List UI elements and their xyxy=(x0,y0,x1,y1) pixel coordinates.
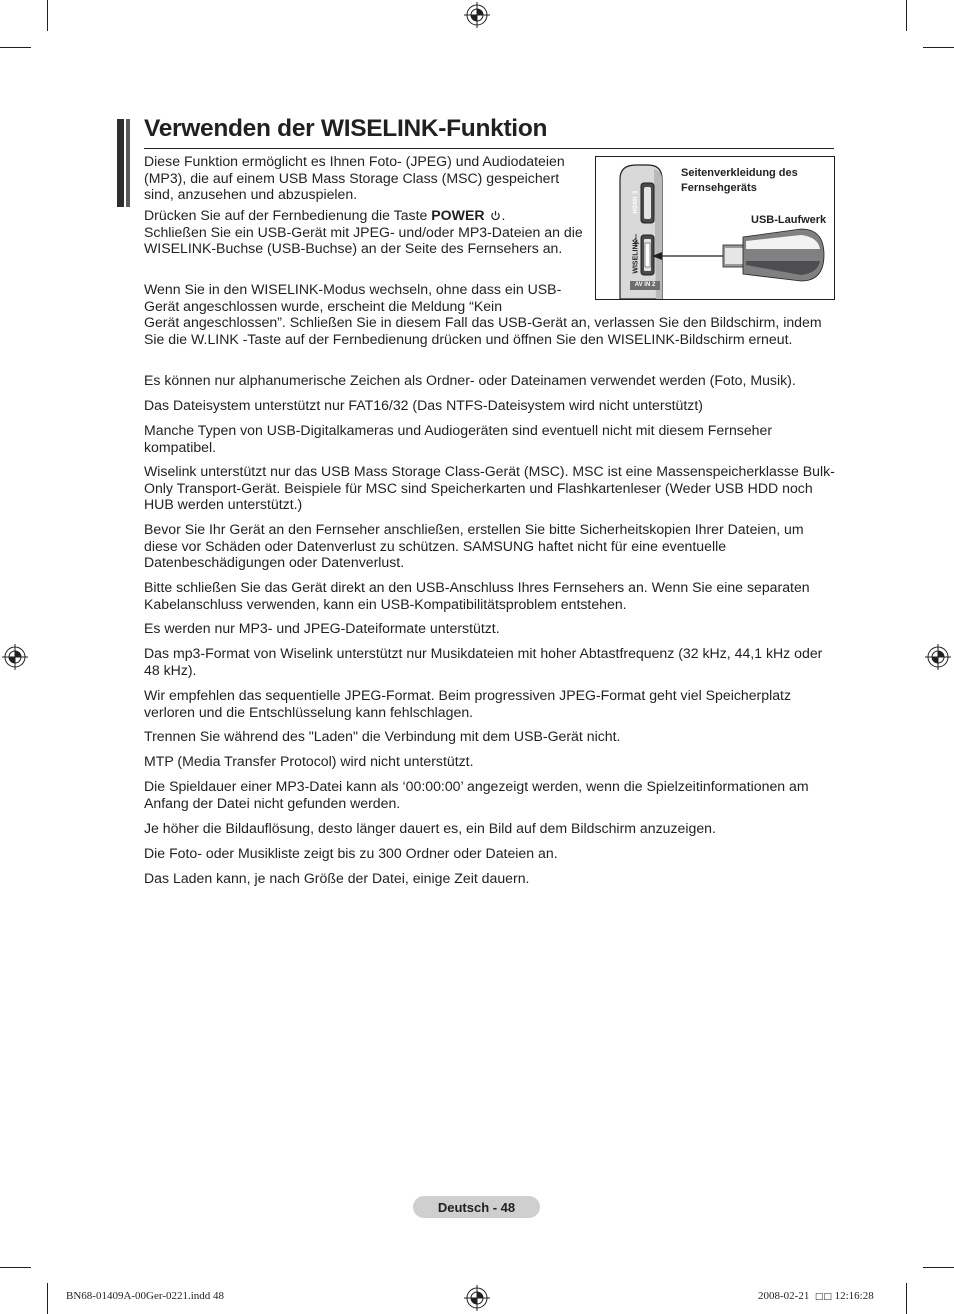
crop-mark xyxy=(923,1267,954,1268)
page-title: Verwenden der WISELINK-Funktion xyxy=(144,115,548,142)
crop-mark xyxy=(0,1267,31,1268)
registration-mark-icon xyxy=(925,644,951,670)
paragraph: Es werden nur MP3- und JPEG-Dateiformate unterstützt. xyxy=(144,620,500,636)
paragraph: Gerät angeschlossen”. Schließen Sie in diesem Fall das USB-Gerät an, verlassen Sie den Bildschirm, indem Sie die W.LINK -Taste auf der Fernbedienung drücken und öffnen Sie den WISELINK-Bildschirm erneut. xyxy=(144,314,822,347)
paragraph: Das Laden kann, je nach Größe der Datei, einige Zeit dauern. xyxy=(144,870,530,886)
footer-filename: BN68-01409A-00Ger-0221.indd 48 xyxy=(66,1290,225,1302)
paragraph: Manche Typen von USB-Digitalkameras und Audiogeräten sind eventuell nicht mit diesem Fernseher kompatibel. xyxy=(144,422,773,455)
paragraph: Es können nur alphanumerische Zeichen als Ordner- oder Dateinamen verwendet werden (Foto, Musik). xyxy=(144,372,796,388)
paragraph: Bevor Sie Ihr Gerät an den Fernseher anschließen, erstellen Sie bitte Sicherheitskopien Ihrer Dateien, um diese vor Schäden oder Datenverlust zu schützen. SAMSUNG haftet nicht für eine eventuelle Datenbeschädigungen oder Datenverlust. xyxy=(144,521,804,571)
paragraph: Das Dateisystem unterstützt nur FAT16/32 (Das NTFS-Dateisystem wird nicht unterstützt) xyxy=(144,397,703,413)
paragraph: Je höher die Bildauflösung, desto länger dauert es, ein Bild auf dem Bildschirm anzuzeigen. xyxy=(144,820,716,836)
paragraph: Diese Funktion ermöglicht es Ihnen Foto- (JPEG) und Audiodateien (MP3), die auf einem USB Mass Storage Class (MSC) gespeichert sind, anzusehen und abzuspielen. xyxy=(144,153,565,203)
crop-mark xyxy=(0,47,31,48)
paragraph: MTP (Media Transfer Protocol) wird nicht unterstützt. xyxy=(144,753,474,769)
usb-connection-figure xyxy=(595,156,835,300)
crop-mark xyxy=(47,1283,48,1314)
paragraph: Die Foto- oder Musikliste zeigt bis zu 300 Ordner oder Dateien an. xyxy=(144,845,558,861)
port-label-av-in-2: AV IN 2 xyxy=(634,282,656,288)
power-icon xyxy=(490,210,501,221)
paragraph: Das mp3-Format von Wiselink unterstützt nur Musikdateien mit hoher Abtastfrequenz (32 kHz, 44,1 kHz oder 48 kHz). xyxy=(144,645,823,678)
port-label-wiselink: WISELINK xyxy=(632,239,640,274)
title-rule xyxy=(144,148,834,149)
registration-mark-icon xyxy=(464,1285,490,1311)
paragraph: Wenn Sie in den WISELINK-Modus wechseln, ohne dass ein USB-Gerät angeschlossen wurde, erscheint die Meldung “Kein xyxy=(144,281,562,314)
paragraph: Trennen Sie während des "Laden" die Verbindung mit dem USB-Gerät nicht. xyxy=(144,728,621,744)
paragraph: Wiselink unterstützt nur das USB Mass Storage Class-Gerät (MSC). MSC ist eine Massenspeicherklasse Bulk-Only Transport-Gerät. Beispiele für MSC sind Speicherkarten und Flashkartenleser (Weder USB HDD noch HUB werden unterstützt.) xyxy=(144,463,835,513)
crop-mark xyxy=(47,0,48,31)
crop-mark xyxy=(923,47,954,48)
paragraph: Drücken Sie auf der Fernbedienung die Taste POWER . Schließen Sie ein USB-Gerät mit JPEG- und/oder MP3-Dateien an die WISELINK-Buchse (USB-Buchse) an der Seite des Fernsehers an. xyxy=(144,207,583,257)
registration-mark-icon xyxy=(2,644,28,670)
title-accent-bar xyxy=(117,119,133,207)
crop-mark xyxy=(906,0,907,31)
crop-mark xyxy=(906,1283,907,1314)
footer-timestamp: 2008-02-21 □□ 12:16:28 xyxy=(758,1290,874,1302)
label-panel: Seitenverkleidung des Fernsehgeräts xyxy=(681,167,798,194)
port-label-hdmi: HDMI 3 xyxy=(633,190,639,214)
label-usb-drive: USB-Laufwerk xyxy=(751,214,827,226)
power-key-label: POWER xyxy=(431,207,485,223)
paragraph: Wir empfehlen das sequentielle JPEG-Format. Beim progressiven JPEG-Format geht viel Speicherplatz verloren und die Entschlüsselung kann fehlschlagen. xyxy=(144,687,792,720)
page-number-badge: Deutsch - 48 xyxy=(413,1196,540,1218)
paragraph: Die Spieldauer einer MP3-Datei kann als ‘00:00:00’ angezeigt werden, wenn die Spielzeitinformationen am Anfang der Datei nicht gefunden werden. xyxy=(144,778,809,811)
registration-mark-icon xyxy=(464,2,490,28)
paragraph: Bitte schließen Sie das Gerät direkt an den USB-Anschluss Ihres Fernsehers an. Wenn Sie eine separaten Kabelanschluss verwenden, kann ein USB-Kompatibilitätsproblem entstehen. xyxy=(144,579,810,612)
